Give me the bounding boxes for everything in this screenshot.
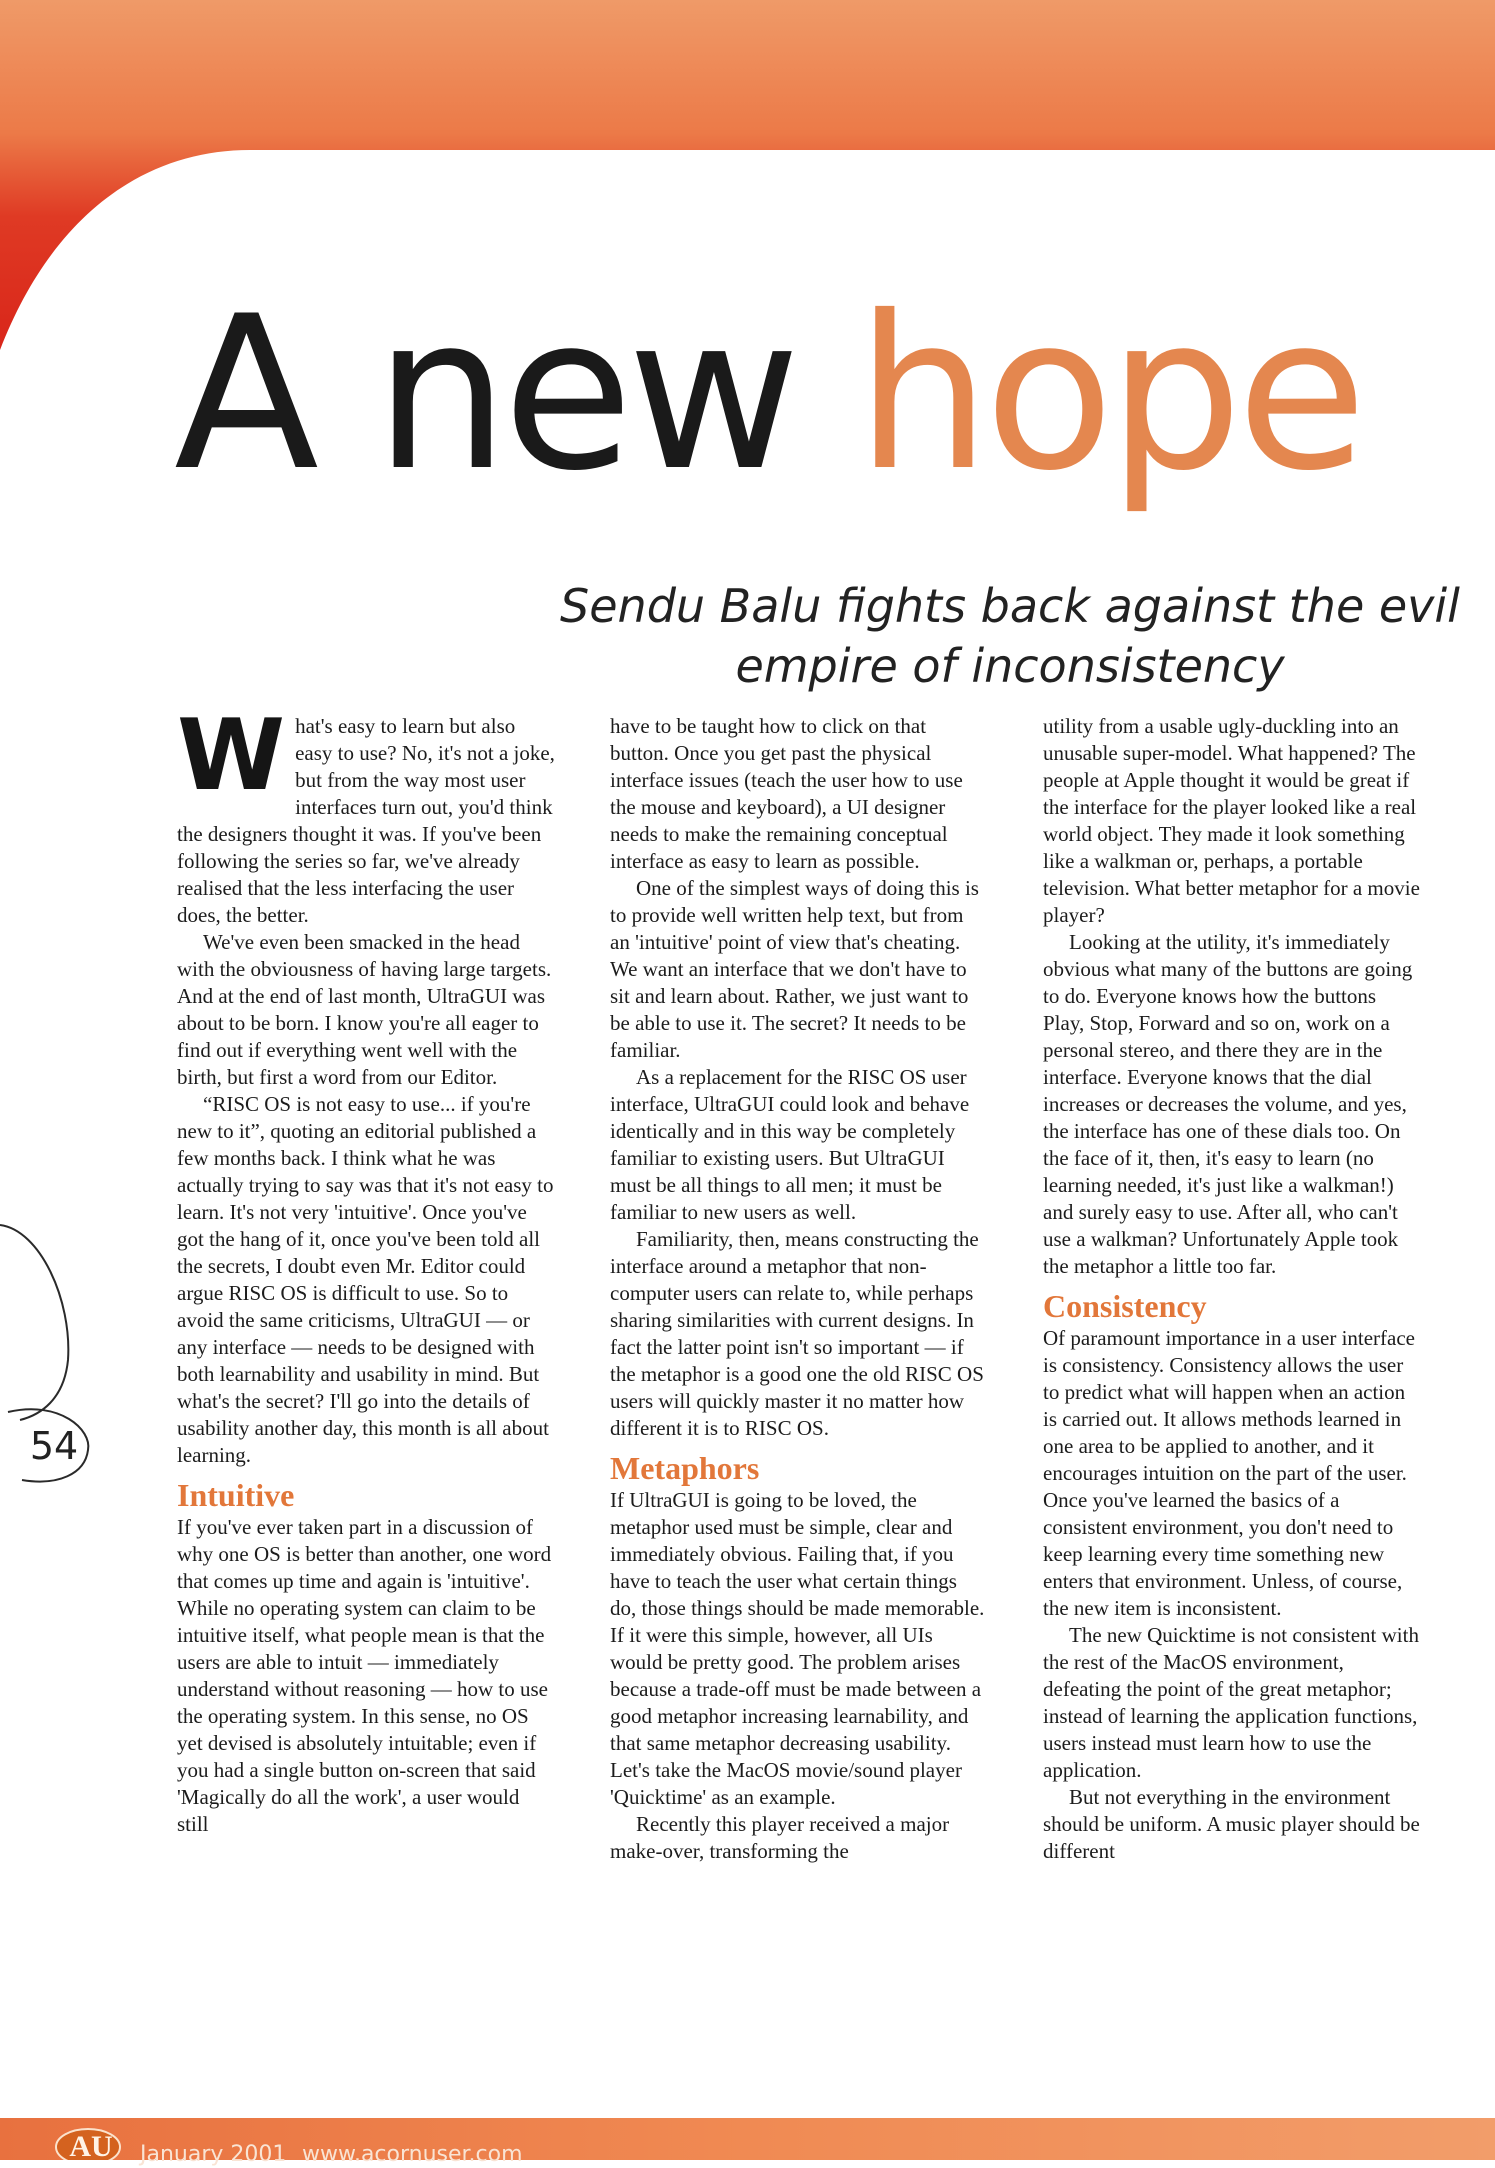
paragraph: If you've ever taken part in a discussion of why one OS is better than another, one word that comes up time and again is 'intuitive'. While no operating system can claim to be intuitive itself, what people mean is that the users are able to intuit — immediately understand without reasoning — how to use the operating system. In this sense, no OS yet devised is absolutely intuitable; even if you had a single button on-screen that said 'Magically do all the work', a user would still — [177, 1515, 552, 1836]
page-number: 54 — [29, 1424, 79, 1468]
page-tab-curve — [0, 1225, 68, 1420]
paragraph: One of the simplest ways of doing this is to provide well written help text, but from an 'intuitive' point of view that's cheating. We want an interface that we don't have to sit and learn about. Rather, we just want to be able to use it. The secret? It needs to be familiar. — [610, 876, 979, 1062]
paragraph: hat's easy to learn but also easy to use? No, it's not a joke, but from the way most user interfaces turn out, you'd think the designers thought it was. If you've been following the series so far, we've already realised that the less interfacing the user does, the better. — [177, 714, 555, 927]
paragraph: If UltraGUI is going to be loved, the metaphor used must be simple, clear and immediately obvious. Failing that, if you have to teach the user what certain things do, those things should be made memorable. If it were this simple, however, all UIs would be pretty good. The problem arises because a trade-off must be made between a good metaphor increasing learnability, and that same metaphor decreasing usability. Let's take the MacOS movie/sound player 'Quicktime' as an example. — [610, 1488, 985, 1809]
paragraph: We've even been smacked in the head with the obviousness of having large targets. And at the end of last month, UltraGUI was about to be born. I know you're all eager to find out if everything went well with the birth, but first a word from our Editor. — [177, 930, 552, 1089]
drop-cap: W — [177, 699, 286, 813]
headline-word-1: A new — [174, 270, 795, 517]
paragraph: Recently this player received a major make-over, transforming the — [610, 1812, 950, 1863]
headline-word-2: hope — [856, 270, 1362, 517]
section-heading-metaphors: Metaphors — [610, 1450, 760, 1486]
paragraph: But not everything in the environment should be uniform. A music player should be different — [1043, 1785, 1420, 1863]
footer-url: www.acornuser.com — [302, 2142, 523, 2167]
paragraph: The new Quicktime is not consistent with the rest of the MacOS environment, defeating the point of the great metaphor; instead of learning the application functions, users instead must learn how to use the application. — [1043, 1623, 1419, 1782]
headline — [174, 270, 1362, 517]
paragraph: Of paramount importance in a user interface is consistency. Consistency allows the user to predict what will happen when an action is carried out. It allows methods learned in one area to be applied to another, and it encourages intuition on the part of the user. Once you've learned the basics of a consistent environment, you don't need to keep learning every time something new enters that environment. Unless, of course, the new item is inconsistent. — [1043, 1326, 1416, 1620]
column-3 — [1043, 713, 1421, 1865]
paragraph: Familiarity, then, means constructing the interface around a metaphor that non-computer users can relate to, while perhaps sharing similarities with current designs. In fact the latter point isn't so important — if the metaphor is a good one the old RISC OS users will quickly master it no matter how different it is to RISC OS. — [610, 1227, 984, 1440]
paragraph: As a replacement for the RISC OS user interface, UltraGUI could look and behave identically and in this way be completely familiar to existing users. But UltraGUI must be all things to all men; it must be familiar to new users as well. — [610, 1065, 970, 1224]
standfirst: Sendu Balu fights back against the evil empire of inconsistency — [560, 579, 1460, 693]
footer-date: January 2001 — [140, 2142, 287, 2167]
paragraph: Looking at the utility, it's immediately obvious what many of the buttons are going to do. Everyone knows how the buttons Play, Stop, Forward and so on, work on a personal stereo, and there they are in the interface. Everyone knows that the dial increases or decreases the volume, and yes, the interface has one of these dials too. On the face of it, then, it's easy to learn (no learning needed, it's just like a walkman!) and surely easy to use. After all, who can't use a walkman? Unfortunately Apple took the metaphor a little too far. — [1043, 930, 1413, 1278]
section-heading-consistency: Consistency — [1043, 1288, 1207, 1324]
paragraph: “RISC OS is not easy to use... if you're new to it”, quoting an editorial published a few months back. I think what he was actually trying to say was that it's not easy to learn. It's not very 'intuitive'. Once you've got the hang of it, once you've been told all the secrets, I doubt even Mr. Editor could argue RISC OS is difficult to use. So to avoid the same criticisms, UltraGUI — or any interface — needs to be designed with both learnability and usability in mind. But what's the secret? I'll go into the details of usability another day, this month is all about learning. — [177, 1092, 554, 1467]
column-2 — [610, 713, 988, 1865]
magazine-logo: AU — [69, 2130, 113, 2163]
paragraph: have to be taught how to click on that button. Once you get past the physical interface issues (teach the user how to use the mouse and keyboard), a UI designer needs to make the remaining conceptual interface as easy to learn as possible. — [610, 714, 963, 873]
paragraph: utility from a usable ugly-duckling into an unusable super-model. What happened? The people at Apple thought it would be great if the interface for the player looked like a real world object. They made it look something like a walkman or, perhaps, a portable television. What better metaphor for a movie player? — [1043, 714, 1420, 927]
column-1 — [177, 699, 555, 1838]
section-heading-intuitive: Intuitive — [177, 1477, 295, 1513]
